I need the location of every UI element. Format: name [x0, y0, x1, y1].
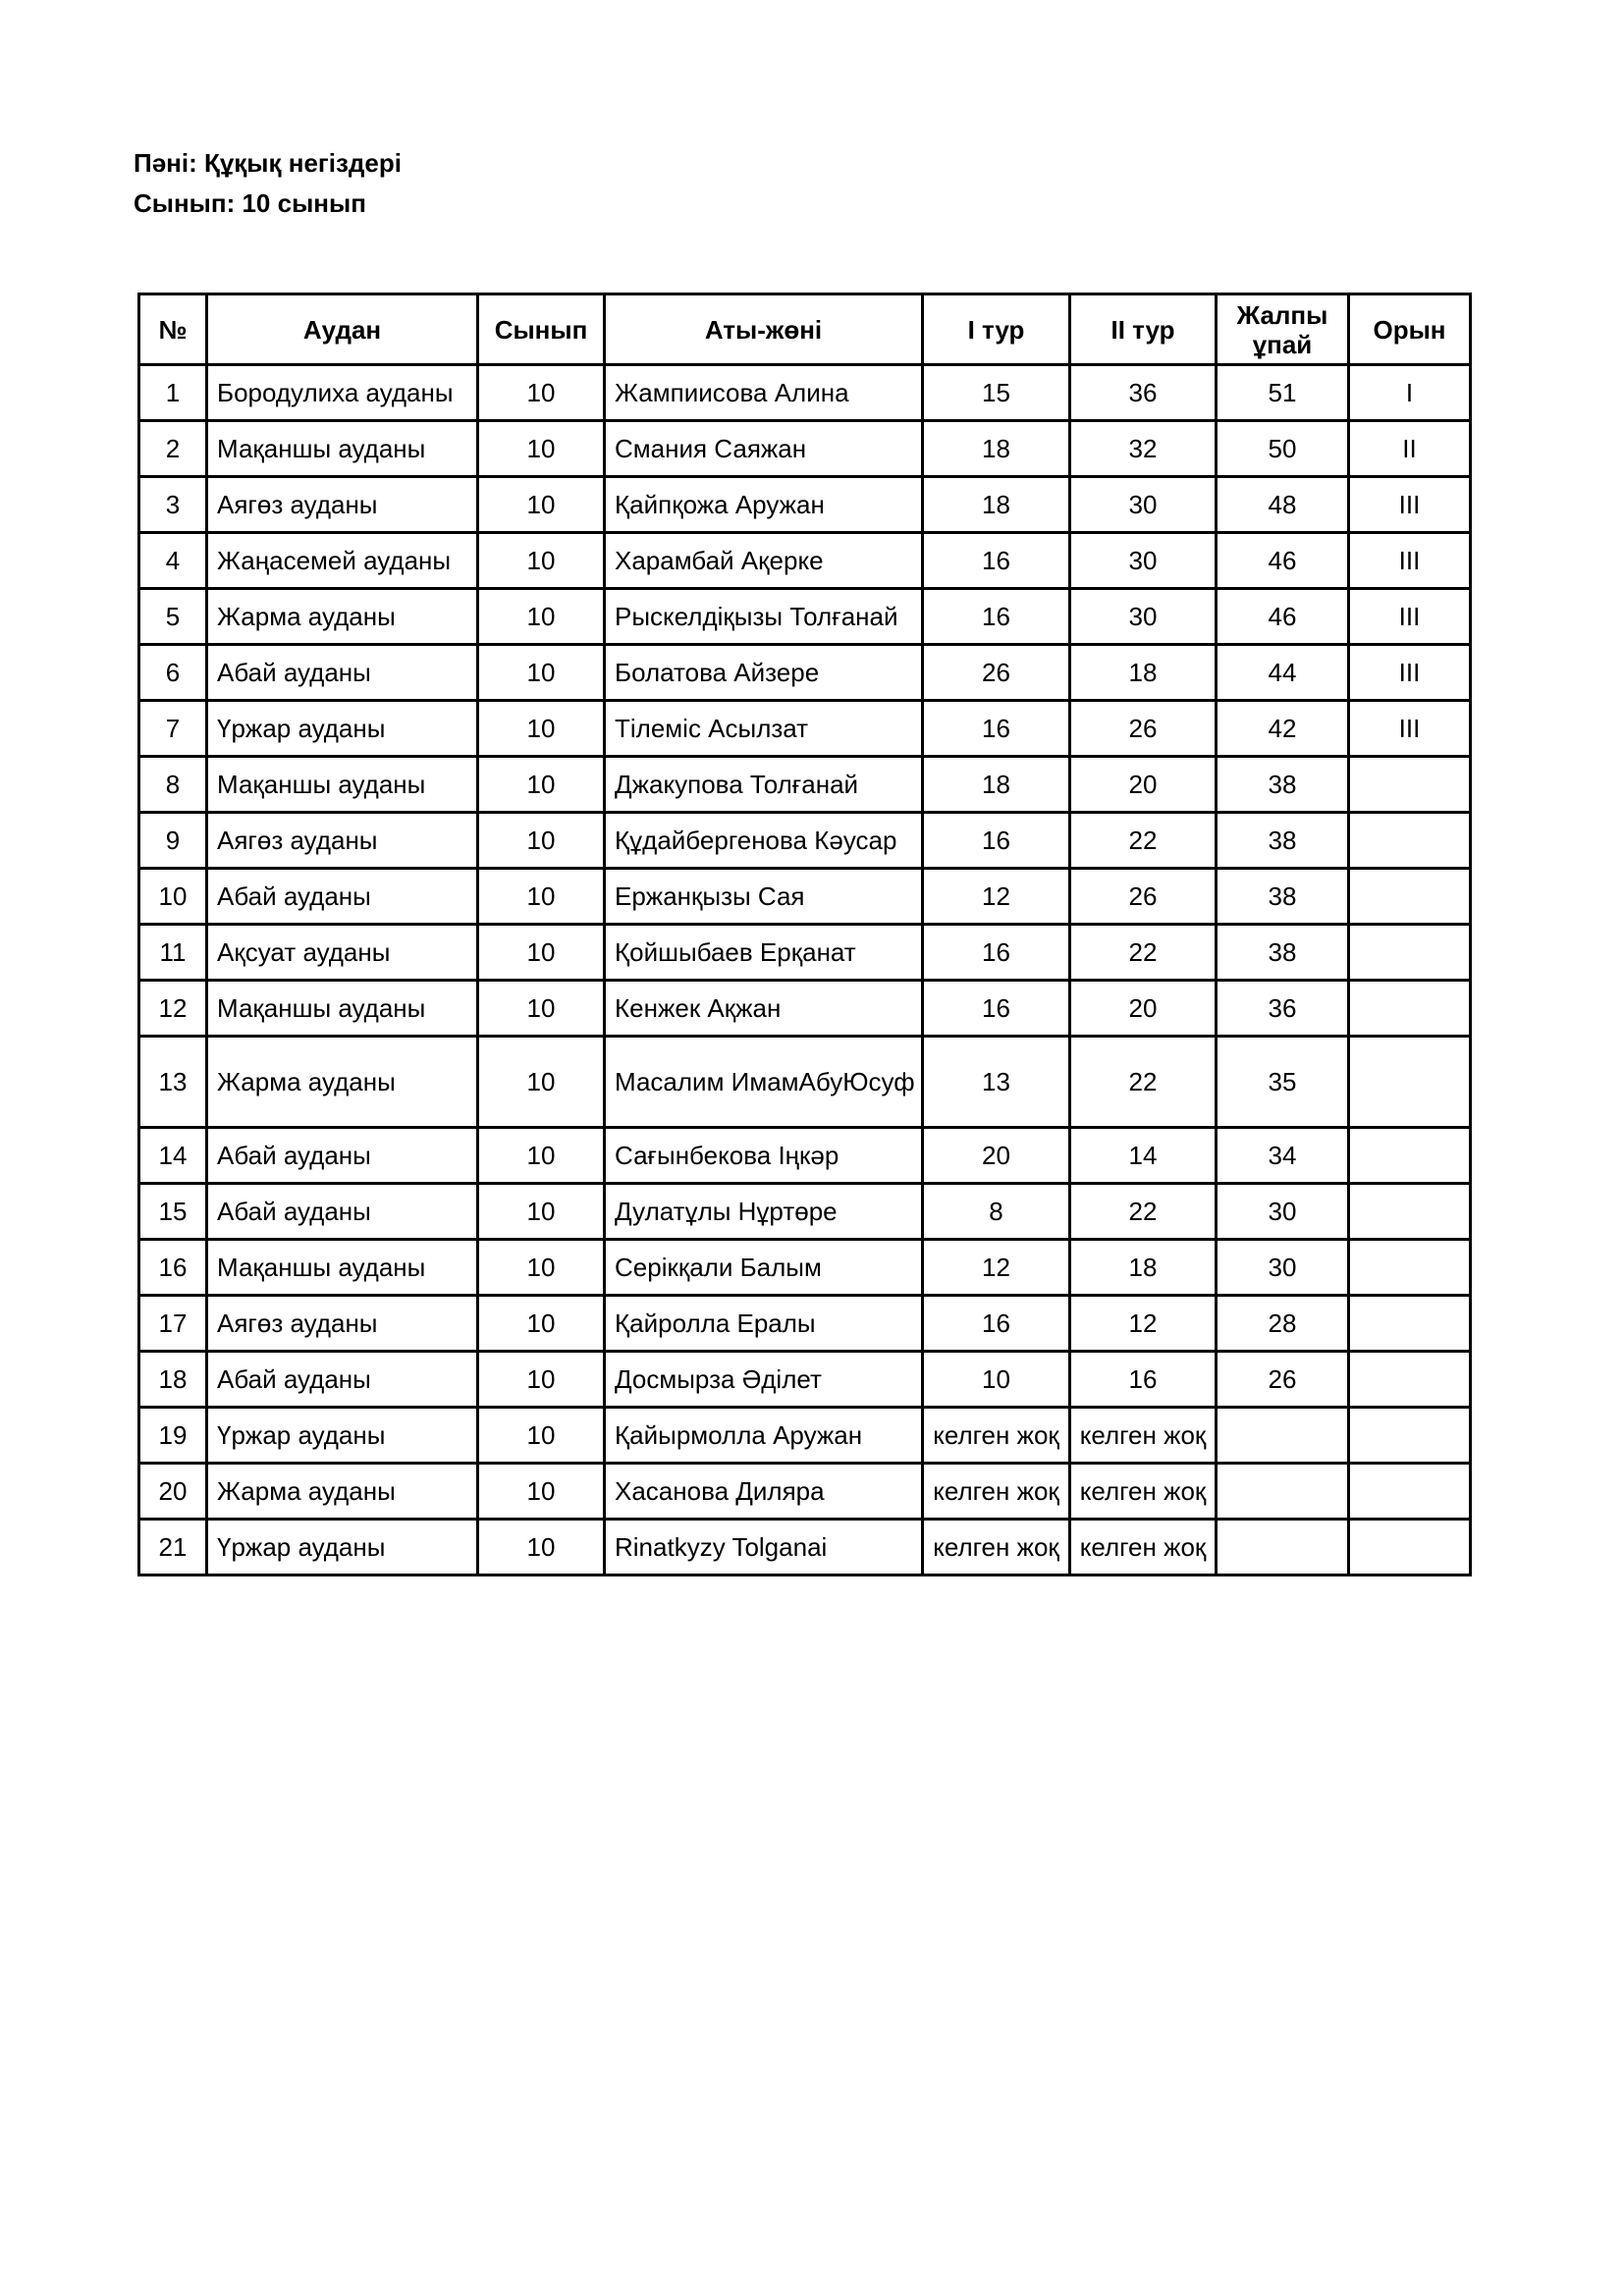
cell-tour1: 16 — [923, 589, 1070, 645]
cell-name: Серікқали Балым — [605, 1240, 923, 1296]
cell-total: 38 — [1217, 869, 1349, 925]
cell-district: Мақаншы ауданы — [207, 1240, 478, 1296]
cell-name: Құдайбергенова Кәусар — [605, 813, 923, 869]
cell-tour2: 30 — [1070, 589, 1217, 645]
table-row — [139, 589, 1471, 645]
cell-place — [1349, 1128, 1471, 1184]
cell-grade: 10 — [478, 1408, 605, 1464]
cell-grade: 10 — [478, 701, 605, 757]
table-row — [139, 1296, 1471, 1352]
cell-tour2: 22 — [1070, 1037, 1217, 1128]
cell-district: Аягөз ауданы — [207, 813, 478, 869]
cell-num: 16 — [139, 1240, 207, 1296]
cell-grade: 10 — [478, 1296, 605, 1352]
cell-total: 42 — [1217, 701, 1349, 757]
cell-name: Rinatkyzy Tolganai — [605, 1520, 923, 1575]
cell-tour1: 13 — [923, 1037, 1070, 1128]
cell-name: Болатова Айзере — [605, 645, 923, 701]
cell-num: 5 — [139, 589, 207, 645]
table-row — [139, 1352, 1471, 1408]
table-row — [139, 1408, 1471, 1464]
cell-total: 51 — [1217, 365, 1349, 421]
cell-district: Аягөз ауданы — [207, 477, 478, 533]
cell-district: Абай ауданы — [207, 1128, 478, 1184]
cell-num: 4 — [139, 533, 207, 589]
cell-tour2: 22 — [1070, 925, 1217, 981]
cell-total: 46 — [1217, 589, 1349, 645]
cell-district: Мақаншы ауданы — [207, 421, 478, 477]
cell-place: III — [1349, 533, 1471, 589]
cell-place — [1349, 1464, 1471, 1520]
cell-tour1: 20 — [923, 1128, 1070, 1184]
cell-grade: 10 — [478, 981, 605, 1037]
cell-name: Рыскелдіқызы Толғанай — [605, 589, 923, 645]
table-row — [139, 1240, 1471, 1296]
cell-name: Жампиисова Алина — [605, 365, 923, 421]
cell-place: II — [1349, 421, 1471, 477]
cell-num: 21 — [139, 1520, 207, 1575]
column-header-tour1: I тур — [923, 294, 1070, 365]
cell-tour2: келген жоқ — [1070, 1408, 1217, 1464]
cell-num: 3 — [139, 477, 207, 533]
cell-place — [1349, 1520, 1471, 1575]
cell-tour1: 16 — [923, 813, 1070, 869]
cell-grade: 10 — [478, 589, 605, 645]
table-row — [139, 1037, 1471, 1128]
cell-district: Үржар ауданы — [207, 1520, 478, 1575]
cell-grade: 10 — [478, 1352, 605, 1408]
cell-num: 12 — [139, 981, 207, 1037]
cell-tour2: келген жоқ — [1070, 1464, 1217, 1520]
cell-place — [1349, 1240, 1471, 1296]
cell-tour2: 20 — [1070, 757, 1217, 813]
results-table — [137, 293, 1472, 1576]
cell-tour2: келген жоқ — [1070, 1520, 1217, 1575]
cell-name: Қайролла Ералы — [605, 1296, 923, 1352]
table-row — [139, 533, 1471, 589]
cell-grade: 10 — [478, 925, 605, 981]
table-row — [139, 757, 1471, 813]
cell-tour2: 32 — [1070, 421, 1217, 477]
subject-line: Пәні: Құқық негіздері — [134, 148, 402, 178]
cell-place — [1349, 757, 1471, 813]
cell-tour2: 14 — [1070, 1128, 1217, 1184]
cell-district: Жаңасемей ауданы — [207, 533, 478, 589]
table-row — [139, 1520, 1471, 1575]
cell-num: 7 — [139, 701, 207, 757]
header-row — [139, 294, 1471, 365]
table-row — [139, 477, 1471, 533]
cell-num: 11 — [139, 925, 207, 981]
cell-total — [1217, 1408, 1349, 1464]
cell-place: III — [1349, 645, 1471, 701]
cell-place: III — [1349, 701, 1471, 757]
cell-tour2: 26 — [1070, 701, 1217, 757]
cell-tour1: 16 — [923, 533, 1070, 589]
cell-name: Қойшыбаев Ерқанат — [605, 925, 923, 981]
cell-grade: 10 — [478, 1520, 605, 1575]
cell-tour2: 18 — [1070, 1240, 1217, 1296]
cell-total — [1217, 1464, 1349, 1520]
cell-name: Дулатұлы Нұртөре — [605, 1184, 923, 1240]
cell-grade: 10 — [478, 757, 605, 813]
cell-num: 10 — [139, 869, 207, 925]
cell-name: Масалим ИмамАбуЮсуф — [605, 1037, 923, 1128]
cell-grade: 10 — [478, 533, 605, 589]
cell-name: Хасанова Диляра — [605, 1464, 923, 1520]
column-header-tour2: II тур — [1070, 294, 1217, 365]
cell-grade: 10 — [478, 421, 605, 477]
cell-place — [1349, 1296, 1471, 1352]
cell-num: 20 — [139, 1464, 207, 1520]
cell-tour1: 16 — [923, 1296, 1070, 1352]
cell-tour1: 16 — [923, 701, 1070, 757]
cell-name: Харамбай Ақерке — [605, 533, 923, 589]
column-header-num: № — [139, 294, 207, 365]
cell-district: Жарма ауданы — [207, 1464, 478, 1520]
cell-name: Ержанқызы Сая — [605, 869, 923, 925]
cell-num: 9 — [139, 813, 207, 869]
cell-num: 6 — [139, 645, 207, 701]
cell-total: 26 — [1217, 1352, 1349, 1408]
cell-grade: 10 — [478, 645, 605, 701]
cell-num: 14 — [139, 1128, 207, 1184]
cell-district: Ақсуат ауданы — [207, 925, 478, 981]
cell-num: 18 — [139, 1352, 207, 1408]
cell-tour1: келген жоқ — [923, 1520, 1070, 1575]
cell-total — [1217, 1520, 1349, 1575]
cell-tour1: 12 — [923, 1240, 1070, 1296]
cell-num: 2 — [139, 421, 207, 477]
cell-place: III — [1349, 477, 1471, 533]
table-row — [139, 365, 1471, 421]
cell-tour2: 30 — [1070, 533, 1217, 589]
cell-name: Қайырмолла Аружан — [605, 1408, 923, 1464]
cell-total: 50 — [1217, 421, 1349, 477]
cell-total: 36 — [1217, 981, 1349, 1037]
cell-tour2: 22 — [1070, 1184, 1217, 1240]
cell-tour2: 30 — [1070, 477, 1217, 533]
cell-district: Аягөз ауданы — [207, 1296, 478, 1352]
cell-total: 38 — [1217, 757, 1349, 813]
cell-name: Досмырза Әділет — [605, 1352, 923, 1408]
cell-tour1: 8 — [923, 1184, 1070, 1240]
cell-tour1: 16 — [923, 981, 1070, 1037]
cell-num: 17 — [139, 1296, 207, 1352]
cell-district: Мақаншы ауданы — [207, 981, 478, 1037]
cell-num: 19 — [139, 1408, 207, 1464]
cell-grade: 10 — [478, 1184, 605, 1240]
cell-num: 15 — [139, 1184, 207, 1240]
cell-place — [1349, 1352, 1471, 1408]
cell-name: Кенжек Ақжан — [605, 981, 923, 1037]
cell-place — [1349, 1037, 1471, 1128]
cell-place — [1349, 1184, 1471, 1240]
table-row — [139, 813, 1471, 869]
cell-tour1: келген жоқ — [923, 1408, 1070, 1464]
table-row — [139, 645, 1471, 701]
cell-total: 30 — [1217, 1184, 1349, 1240]
cell-tour1: 12 — [923, 869, 1070, 925]
cell-grade: 10 — [478, 1464, 605, 1520]
cell-place: III — [1349, 589, 1471, 645]
cell-district: Үржар ауданы — [207, 1408, 478, 1464]
cell-grade: 10 — [478, 1037, 605, 1128]
column-header-grade: Сынып — [478, 294, 605, 365]
cell-district: Абай ауданы — [207, 1352, 478, 1408]
cell-place: I — [1349, 365, 1471, 421]
cell-tour1: 18 — [923, 757, 1070, 813]
cell-name: Сағынбекова Іңкәр — [605, 1128, 923, 1184]
table-row — [139, 1464, 1471, 1520]
cell-total: 30 — [1217, 1240, 1349, 1296]
cell-num: 1 — [139, 365, 207, 421]
table-row — [139, 421, 1471, 477]
cell-grade: 10 — [478, 1240, 605, 1296]
cell-tour2: 20 — [1070, 981, 1217, 1037]
cell-total: 35 — [1217, 1037, 1349, 1128]
cell-name: Смания Саяжан — [605, 421, 923, 477]
cell-place — [1349, 925, 1471, 981]
column-header-name: Аты-жөні — [605, 294, 923, 365]
column-header-total: Жалпы ұпай — [1217, 294, 1349, 365]
table-row — [139, 869, 1471, 925]
cell-grade: 10 — [478, 365, 605, 421]
cell-total: 44 — [1217, 645, 1349, 701]
cell-grade: 10 — [478, 869, 605, 925]
class-line: Сынып: 10 сынып — [134, 188, 366, 218]
column-header-district: Аудан — [207, 294, 478, 365]
cell-tour2: 18 — [1070, 645, 1217, 701]
cell-total: 38 — [1217, 813, 1349, 869]
cell-place — [1349, 869, 1471, 925]
cell-num: 8 — [139, 757, 207, 813]
cell-tour1: 26 — [923, 645, 1070, 701]
document-header — [134, 143, 402, 224]
cell-tour2: 16 — [1070, 1352, 1217, 1408]
cell-total: 28 — [1217, 1296, 1349, 1352]
table-body — [139, 365, 1471, 1575]
table-row — [139, 925, 1471, 981]
cell-name: Джакупова Толғанай — [605, 757, 923, 813]
cell-total: 34 — [1217, 1128, 1349, 1184]
cell-tour1: 18 — [923, 477, 1070, 533]
cell-district: Мақаншы ауданы — [207, 757, 478, 813]
cell-total: 38 — [1217, 925, 1349, 981]
cell-grade: 10 — [478, 1128, 605, 1184]
cell-district: Абай ауданы — [207, 1184, 478, 1240]
table-row — [139, 701, 1471, 757]
cell-tour2: 22 — [1070, 813, 1217, 869]
cell-total: 46 — [1217, 533, 1349, 589]
table-row — [139, 981, 1471, 1037]
cell-tour2: 12 — [1070, 1296, 1217, 1352]
cell-district: Бородулиха ауданы — [207, 365, 478, 421]
table-head — [139, 294, 1471, 365]
cell-place — [1349, 981, 1471, 1037]
cell-grade: 10 — [478, 813, 605, 869]
table-row — [139, 1128, 1471, 1184]
cell-tour2: 36 — [1070, 365, 1217, 421]
cell-tour2: 26 — [1070, 869, 1217, 925]
cell-num: 13 — [139, 1037, 207, 1128]
cell-district: Абай ауданы — [207, 645, 478, 701]
cell-name: Тілеміс Асылзат — [605, 701, 923, 757]
cell-tour1: 18 — [923, 421, 1070, 477]
cell-tour1: 16 — [923, 925, 1070, 981]
cell-place — [1349, 1408, 1471, 1464]
column-header-place: Орын — [1349, 294, 1471, 365]
cell-tour1: 10 — [923, 1352, 1070, 1408]
cell-place — [1349, 813, 1471, 869]
cell-tour1: 15 — [923, 365, 1070, 421]
cell-total: 48 — [1217, 477, 1349, 533]
cell-district: Жарма ауданы — [207, 589, 478, 645]
cell-district: Жарма ауданы — [207, 1037, 478, 1128]
cell-tour1: келген жоқ — [923, 1464, 1070, 1520]
cell-district: Абай ауданы — [207, 869, 478, 925]
table-row — [139, 1184, 1471, 1240]
cell-grade: 10 — [478, 477, 605, 533]
cell-name: Қайпқожа Аружан — [605, 477, 923, 533]
cell-district: Үржар ауданы — [207, 701, 478, 757]
